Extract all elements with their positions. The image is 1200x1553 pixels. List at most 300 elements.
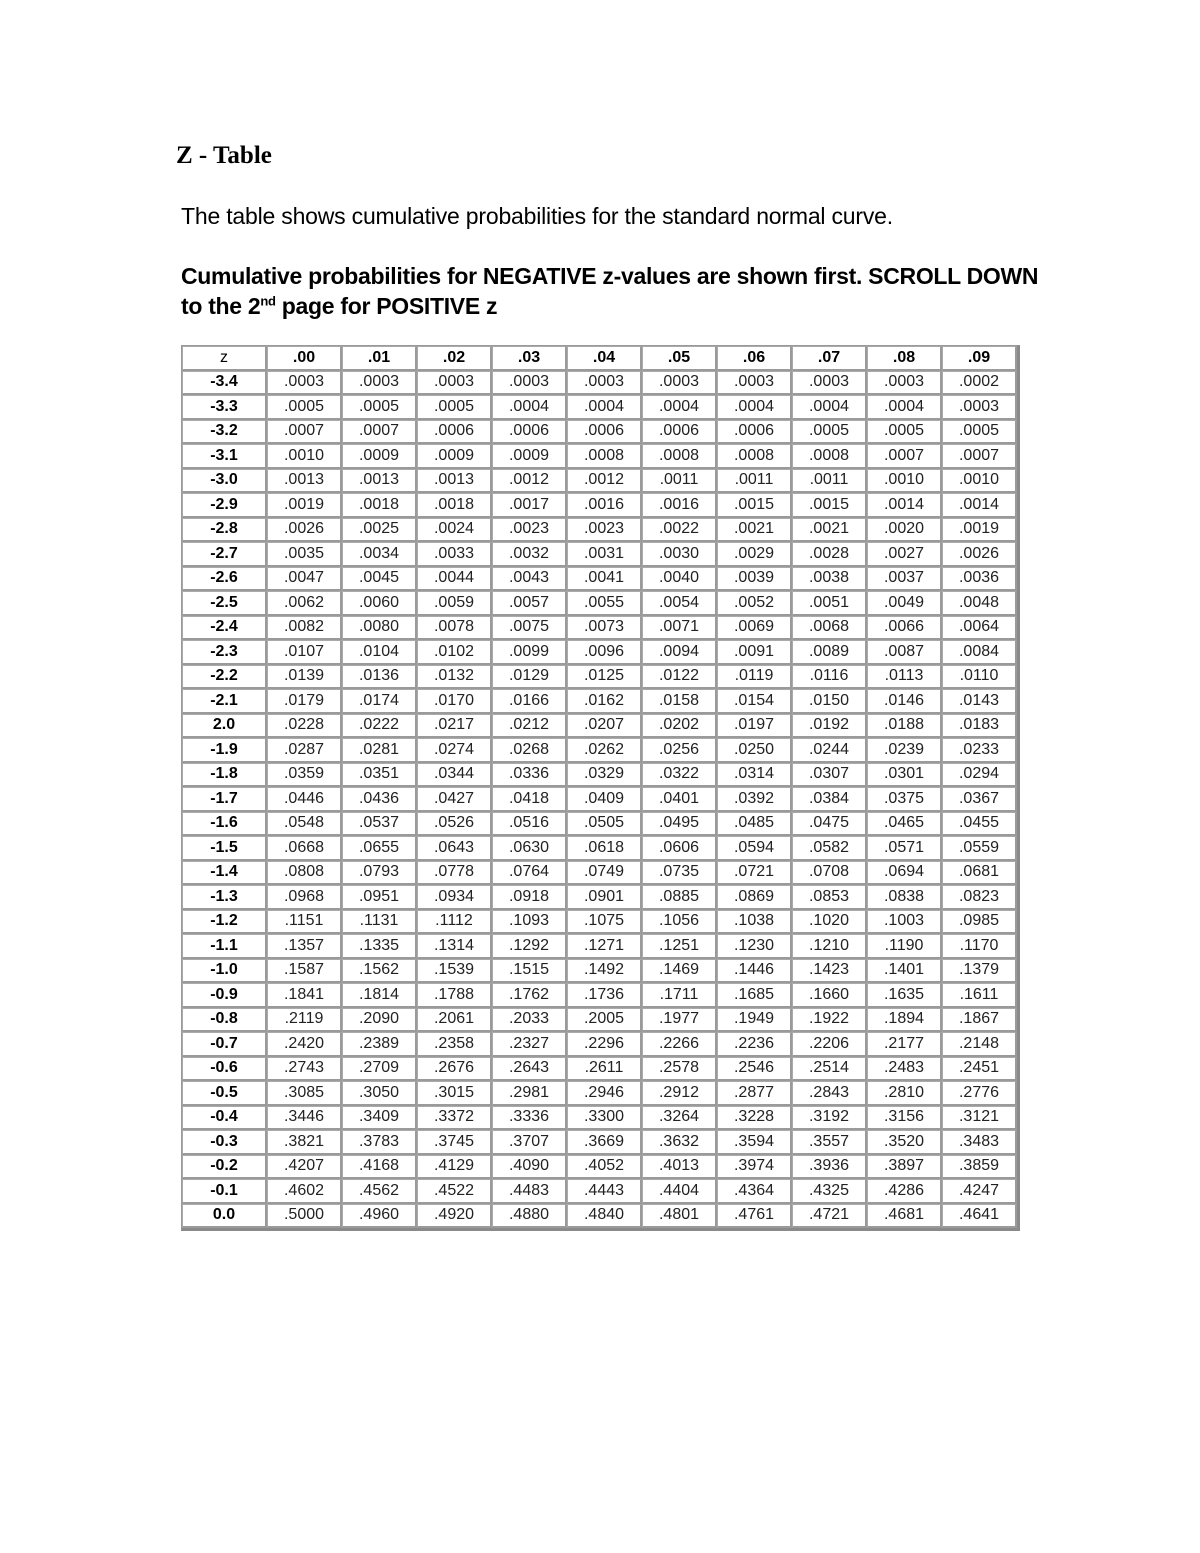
probability-cell: .0192 (792, 714, 867, 739)
probability-cell: .3859 (942, 1155, 1017, 1180)
table-row (182, 934, 1017, 959)
probability-cell: .0256 (642, 738, 717, 763)
table-row (182, 371, 1017, 396)
probability-cell: .0011 (642, 469, 717, 494)
probability-cell: .4721 (792, 1204, 867, 1229)
probability-cell: .1131 (342, 910, 417, 935)
probability-cell: .0314 (717, 763, 792, 788)
probability-cell: .0044 (417, 567, 492, 592)
z-value-cell: -2.5 (182, 591, 267, 616)
probability-cell: .4325 (792, 1179, 867, 1204)
probability-cell: .0006 (417, 420, 492, 445)
probability-cell: .0630 (492, 836, 567, 861)
probability-cell: .2709 (342, 1057, 417, 1082)
probability-cell: .1977 (642, 1008, 717, 1033)
table-row (182, 1204, 1017, 1229)
probability-cell: .0708 (792, 861, 867, 886)
z-value-cell: -1.6 (182, 812, 267, 837)
table-row (182, 689, 1017, 714)
probability-cell: .0102 (417, 640, 492, 665)
probability-cell: .3483 (942, 1130, 1017, 1155)
z-value-cell: -0.9 (182, 983, 267, 1008)
z-value-cell: -2.9 (182, 493, 267, 518)
instruction-part-3: to the 2 (181, 293, 261, 319)
probability-cell: .0537 (342, 812, 417, 837)
probability-cell: .0004 (792, 395, 867, 420)
z-value-cell: -1.4 (182, 861, 267, 886)
probability-cell: .0005 (792, 420, 867, 445)
probability-cell: .1469 (642, 959, 717, 984)
probability-cell: .3228 (717, 1106, 792, 1131)
probability-cell: .0080 (342, 616, 417, 641)
probability-cell: .1210 (792, 934, 867, 959)
probability-cell: .0465 (867, 812, 942, 837)
probability-cell: .1762 (492, 983, 567, 1008)
probability-cell: .0062 (267, 591, 342, 616)
probability-cell: .0294 (942, 763, 1017, 788)
instruction-part-5: z (479, 293, 498, 319)
probability-cell: .0262 (567, 738, 642, 763)
probability-cell: .4090 (492, 1155, 567, 1180)
z-value-cell: 2.0 (182, 714, 267, 739)
probability-cell: .3264 (642, 1106, 717, 1131)
z-value-cell: -0.6 (182, 1057, 267, 1082)
probability-cell: .2177 (867, 1032, 942, 1057)
probability-cell: .0003 (417, 371, 492, 396)
probability-cell: .0031 (567, 542, 642, 567)
z-table (181, 345, 1020, 1231)
table-row (182, 787, 1017, 812)
table-row (182, 1008, 1017, 1033)
probability-cell: .0643 (417, 836, 492, 861)
probability-cell: .0020 (867, 518, 942, 543)
probability-cell: .0869 (717, 885, 792, 910)
probability-cell: .0281 (342, 738, 417, 763)
probability-cell: .5000 (267, 1204, 342, 1229)
probability-cell: .0016 (567, 493, 642, 518)
z-value-cell: -3.3 (182, 395, 267, 420)
probability-cell: .0119 (717, 665, 792, 690)
probability-cell: .4483 (492, 1179, 567, 1204)
probability-cell: .2776 (942, 1081, 1017, 1106)
probability-cell: .0025 (342, 518, 417, 543)
table-row (182, 983, 1017, 1008)
probability-cell: .1867 (942, 1008, 1017, 1033)
probability-cell: .4761 (717, 1204, 792, 1229)
probability-cell: .0446 (267, 787, 342, 812)
probability-cell: .0060 (342, 591, 417, 616)
probability-cell: .0401 (642, 787, 717, 812)
table-row (182, 959, 1017, 984)
probability-cell: .0019 (267, 493, 342, 518)
column-header: .05 (642, 346, 717, 371)
probability-cell: .0222 (342, 714, 417, 739)
probability-cell: .4880 (492, 1204, 567, 1229)
probability-cell: .3300 (567, 1106, 642, 1131)
probability-cell: .0749 (567, 861, 642, 886)
table-row (182, 1130, 1017, 1155)
instruction-part-2: z-values are shown first. (596, 263, 869, 289)
probability-cell: .4840 (567, 1204, 642, 1229)
probability-cell: .0150 (792, 689, 867, 714)
probability-cell: .1056 (642, 910, 717, 935)
probability-cell: .0073 (567, 616, 642, 641)
probability-cell: .0129 (492, 665, 567, 690)
probability-cell: .1190 (867, 934, 942, 959)
probability-cell: .0091 (717, 640, 792, 665)
probability-cell: .0084 (942, 640, 1017, 665)
z-value-cell: -2.1 (182, 689, 267, 714)
probability-cell: .3446 (267, 1106, 342, 1131)
probability-cell: .0475 (792, 812, 867, 837)
probability-cell: .1611 (942, 983, 1017, 1008)
z-value-cell: -2.8 (182, 518, 267, 543)
probability-cell: .0217 (417, 714, 492, 739)
probability-cell: .0212 (492, 714, 567, 739)
probability-cell: .0559 (942, 836, 1017, 861)
probability-cell: .0038 (792, 567, 867, 592)
probability-cell: .0043 (492, 567, 567, 592)
probability-cell: .0618 (567, 836, 642, 861)
probability-cell: .0250 (717, 738, 792, 763)
probability-cell: .0668 (267, 836, 342, 861)
probability-cell: .0005 (342, 395, 417, 420)
z-table-header (182, 346, 1017, 371)
table-row (182, 1081, 1017, 1106)
probability-cell: .0344 (417, 763, 492, 788)
probability-cell: .0003 (867, 371, 942, 396)
probability-cell: .0003 (792, 371, 867, 396)
probability-cell: .0003 (642, 371, 717, 396)
probability-cell: .0006 (642, 420, 717, 445)
probability-cell: .0087 (867, 640, 942, 665)
probability-cell: .3121 (942, 1106, 1017, 1131)
probability-cell: .0047 (267, 567, 342, 592)
table-row (182, 591, 1017, 616)
probability-cell: .3409 (342, 1106, 417, 1131)
table-row (182, 1155, 1017, 1180)
probability-cell: .0003 (567, 371, 642, 396)
probability-cell: .0322 (642, 763, 717, 788)
z-value-cell: -2.2 (182, 665, 267, 690)
probability-cell: .0011 (792, 469, 867, 494)
probability-cell: .3015 (417, 1081, 492, 1106)
z-value-cell: -1.5 (182, 836, 267, 861)
z-value-cell: 0.0 (182, 1204, 267, 1229)
probability-cell: .1379 (942, 959, 1017, 984)
column-header: .03 (492, 346, 567, 371)
probability-cell: .0006 (567, 420, 642, 445)
probability-cell: .0154 (717, 689, 792, 714)
probability-cell: .0007 (867, 444, 942, 469)
probability-cell: .1788 (417, 983, 492, 1008)
probability-cell: .1660 (792, 983, 867, 1008)
probability-cell: .0008 (717, 444, 792, 469)
table-row (182, 567, 1017, 592)
probability-cell: .4247 (942, 1179, 1017, 1204)
probability-cell: .0384 (792, 787, 867, 812)
probability-cell: .0004 (867, 395, 942, 420)
probability-cell: .0351 (342, 763, 417, 788)
probability-cell: .0548 (267, 812, 342, 837)
probability-cell: .1635 (867, 983, 942, 1008)
probability-cell: .0033 (417, 542, 492, 567)
probability-cell: .0051 (792, 591, 867, 616)
probability-cell: .0179 (267, 689, 342, 714)
probability-cell: .3821 (267, 1130, 342, 1155)
probability-cell: .0026 (942, 542, 1017, 567)
probability-cell: .0017 (492, 493, 567, 518)
probability-cell: .0110 (942, 665, 1017, 690)
probability-cell: .1711 (642, 983, 717, 1008)
probability-cell: .0107 (267, 640, 342, 665)
probability-cell: .0526 (417, 812, 492, 837)
probability-cell: .2148 (942, 1032, 1017, 1057)
ordinal-superscript: nd (260, 293, 276, 309)
probability-cell: .0003 (342, 371, 417, 396)
probability-cell: .0139 (267, 665, 342, 690)
probability-cell: .0007 (342, 420, 417, 445)
probability-cell: .2877 (717, 1081, 792, 1106)
probability-cell: .0029 (717, 542, 792, 567)
probability-cell: .4207 (267, 1155, 342, 1180)
probability-cell: .0054 (642, 591, 717, 616)
instruction-part-4: page for (275, 293, 377, 319)
probability-cell: .0023 (492, 518, 567, 543)
probability-cell: .0268 (492, 738, 567, 763)
column-header: .06 (717, 346, 792, 371)
negative-label: NEGATIVE (482, 263, 597, 289)
scroll-down-label: SCROLL DOWN (868, 263, 1039, 289)
z-value-cell: -2.3 (182, 640, 267, 665)
z-value-cell: -2.7 (182, 542, 267, 567)
z-value-cell: -3.4 (182, 371, 267, 396)
column-header: .01 (342, 346, 417, 371)
probability-cell: .3745 (417, 1130, 492, 1155)
probability-cell: .0132 (417, 665, 492, 690)
probability-cell: .2033 (492, 1008, 567, 1033)
probability-cell: .0010 (942, 469, 1017, 494)
probability-cell: .0052 (717, 591, 792, 616)
column-header: .09 (942, 346, 1017, 371)
table-row (182, 518, 1017, 543)
z-value-cell: -0.1 (182, 1179, 267, 1204)
table-row (182, 665, 1017, 690)
probability-cell: .1292 (492, 934, 567, 959)
probability-cell: .3974 (717, 1155, 792, 1180)
probability-cell: .0823 (942, 885, 1017, 910)
probability-cell: .0329 (567, 763, 642, 788)
probability-cell: .0505 (567, 812, 642, 837)
table-row (182, 1057, 1017, 1082)
z-value-cell: -1.2 (182, 910, 267, 935)
column-header: .08 (867, 346, 942, 371)
probability-cell: .0793 (342, 861, 417, 886)
z-table-body (182, 371, 1017, 1229)
probability-cell: .0122 (642, 665, 717, 690)
probability-cell: .0057 (492, 591, 567, 616)
probability-cell: .0013 (267, 469, 342, 494)
probability-cell: .0006 (717, 420, 792, 445)
probability-cell: .1003 (867, 910, 942, 935)
table-row (182, 640, 1017, 665)
probability-cell: .0075 (492, 616, 567, 641)
table-row (182, 812, 1017, 837)
probability-cell: .0005 (417, 395, 492, 420)
probability-cell: .0008 (567, 444, 642, 469)
table-row (182, 395, 1017, 420)
z-table-container (181, 345, 1020, 1231)
table-row (182, 493, 1017, 518)
probability-cell: .0055 (567, 591, 642, 616)
probability-cell: .1492 (567, 959, 642, 984)
probability-cell: .0048 (942, 591, 1017, 616)
probability-cell: .1922 (792, 1008, 867, 1033)
probability-cell: .0336 (492, 763, 567, 788)
table-row (182, 1032, 1017, 1057)
table-row (182, 885, 1017, 910)
probability-cell: .0059 (417, 591, 492, 616)
header-row (182, 346, 1017, 371)
probability-cell: .0116 (792, 665, 867, 690)
probability-cell: .0418 (492, 787, 567, 812)
probability-cell: .1401 (867, 959, 942, 984)
probability-cell: .0066 (867, 616, 942, 641)
probability-cell: .0808 (267, 861, 342, 886)
probability-cell: .1515 (492, 959, 567, 984)
table-row (182, 444, 1017, 469)
probability-cell: .0004 (717, 395, 792, 420)
probability-cell: .2090 (342, 1008, 417, 1033)
probability-cell: .0681 (942, 861, 1017, 886)
probability-cell: .1093 (492, 910, 567, 935)
probability-cell: .0113 (867, 665, 942, 690)
probability-cell: .0037 (867, 567, 942, 592)
probability-cell: .0853 (792, 885, 867, 910)
probability-cell: .4602 (267, 1179, 342, 1204)
probability-cell: .0005 (942, 420, 1017, 445)
probability-cell: .2810 (867, 1081, 942, 1106)
probability-cell: .1251 (642, 934, 717, 959)
probability-cell: .2358 (417, 1032, 492, 1057)
z-value-cell: -0.2 (182, 1155, 267, 1180)
probability-cell: .0143 (942, 689, 1017, 714)
probability-cell: .0021 (792, 518, 867, 543)
probability-cell: .3085 (267, 1081, 342, 1106)
probability-cell: .0239 (867, 738, 942, 763)
probability-cell: .2266 (642, 1032, 717, 1057)
probability-cell: .1685 (717, 983, 792, 1008)
probability-cell: .2420 (267, 1032, 342, 1057)
probability-cell: .0594 (717, 836, 792, 861)
probability-cell: .0021 (717, 518, 792, 543)
probability-cell: .2912 (642, 1081, 717, 1106)
probability-cell: .0005 (867, 420, 942, 445)
probability-cell: .0007 (942, 444, 1017, 469)
probability-cell: .0008 (642, 444, 717, 469)
probability-cell: .0078 (417, 616, 492, 641)
probability-cell: .0436 (342, 787, 417, 812)
probability-cell: .0026 (267, 518, 342, 543)
probability-cell: .0034 (342, 542, 417, 567)
probability-cell: .0307 (792, 763, 867, 788)
probability-cell: .4129 (417, 1155, 492, 1180)
column-header: .07 (792, 346, 867, 371)
probability-cell: .4168 (342, 1155, 417, 1180)
probability-cell: .0009 (492, 444, 567, 469)
probability-cell: .0166 (492, 689, 567, 714)
probability-cell: .0136 (342, 665, 417, 690)
probability-cell: .1841 (267, 983, 342, 1008)
probability-cell: .1539 (417, 959, 492, 984)
z-value-cell: -3.1 (182, 444, 267, 469)
probability-cell: .3707 (492, 1130, 567, 1155)
probability-cell: .0018 (417, 493, 492, 518)
probability-cell: .0041 (567, 567, 642, 592)
z-value-cell: -2.4 (182, 616, 267, 641)
probability-cell: .0035 (267, 542, 342, 567)
probability-cell: .0764 (492, 861, 567, 886)
probability-cell: .1949 (717, 1008, 792, 1033)
probability-cell: .0183 (942, 714, 1017, 739)
z-value-cell: -0.7 (182, 1032, 267, 1057)
probability-cell: .2546 (717, 1057, 792, 1082)
probability-cell: .2676 (417, 1057, 492, 1082)
table-row (182, 861, 1017, 886)
probability-cell: .0694 (867, 861, 942, 886)
probability-cell: .0019 (942, 518, 1017, 543)
z-value-cell: -3.2 (182, 420, 267, 445)
z-value-cell: -1.7 (182, 787, 267, 812)
probability-cell: .0002 (942, 371, 1017, 396)
probability-cell: .0011 (717, 469, 792, 494)
probability-cell: .0655 (342, 836, 417, 861)
probability-cell: .3632 (642, 1130, 717, 1155)
probability-cell: .1314 (417, 934, 492, 959)
probability-cell: .0003 (942, 395, 1017, 420)
z-value-cell: -1.3 (182, 885, 267, 910)
column-header: .04 (567, 346, 642, 371)
probability-cell: .0005 (267, 395, 342, 420)
column-header: .00 (267, 346, 342, 371)
probability-cell: .4522 (417, 1179, 492, 1204)
table-row (182, 836, 1017, 861)
positive-label: POSITIVE (376, 293, 480, 319)
z-value-cell: -1.0 (182, 959, 267, 984)
probability-cell: .3594 (717, 1130, 792, 1155)
probability-cell: .0014 (942, 493, 1017, 518)
probability-cell: .4562 (342, 1179, 417, 1204)
probability-cell: .0082 (267, 616, 342, 641)
probability-cell: .0104 (342, 640, 417, 665)
probability-cell: .0735 (642, 861, 717, 886)
probability-cell: .3192 (792, 1106, 867, 1131)
probability-cell: .0018 (342, 493, 417, 518)
probability-cell: .0985 (942, 910, 1017, 935)
probability-cell: .0606 (642, 836, 717, 861)
probability-cell: .3050 (342, 1081, 417, 1106)
table-row (182, 1106, 1017, 1131)
probability-cell: .2206 (792, 1032, 867, 1057)
probability-cell: .0010 (267, 444, 342, 469)
probability-cell: .0778 (417, 861, 492, 886)
probability-cell: .2514 (792, 1057, 867, 1082)
probability-cell: .0069 (717, 616, 792, 641)
probability-cell: .0901 (567, 885, 642, 910)
z-value-cell: -1.8 (182, 763, 267, 788)
probability-cell: .0207 (567, 714, 642, 739)
probability-cell: .4920 (417, 1204, 492, 1229)
